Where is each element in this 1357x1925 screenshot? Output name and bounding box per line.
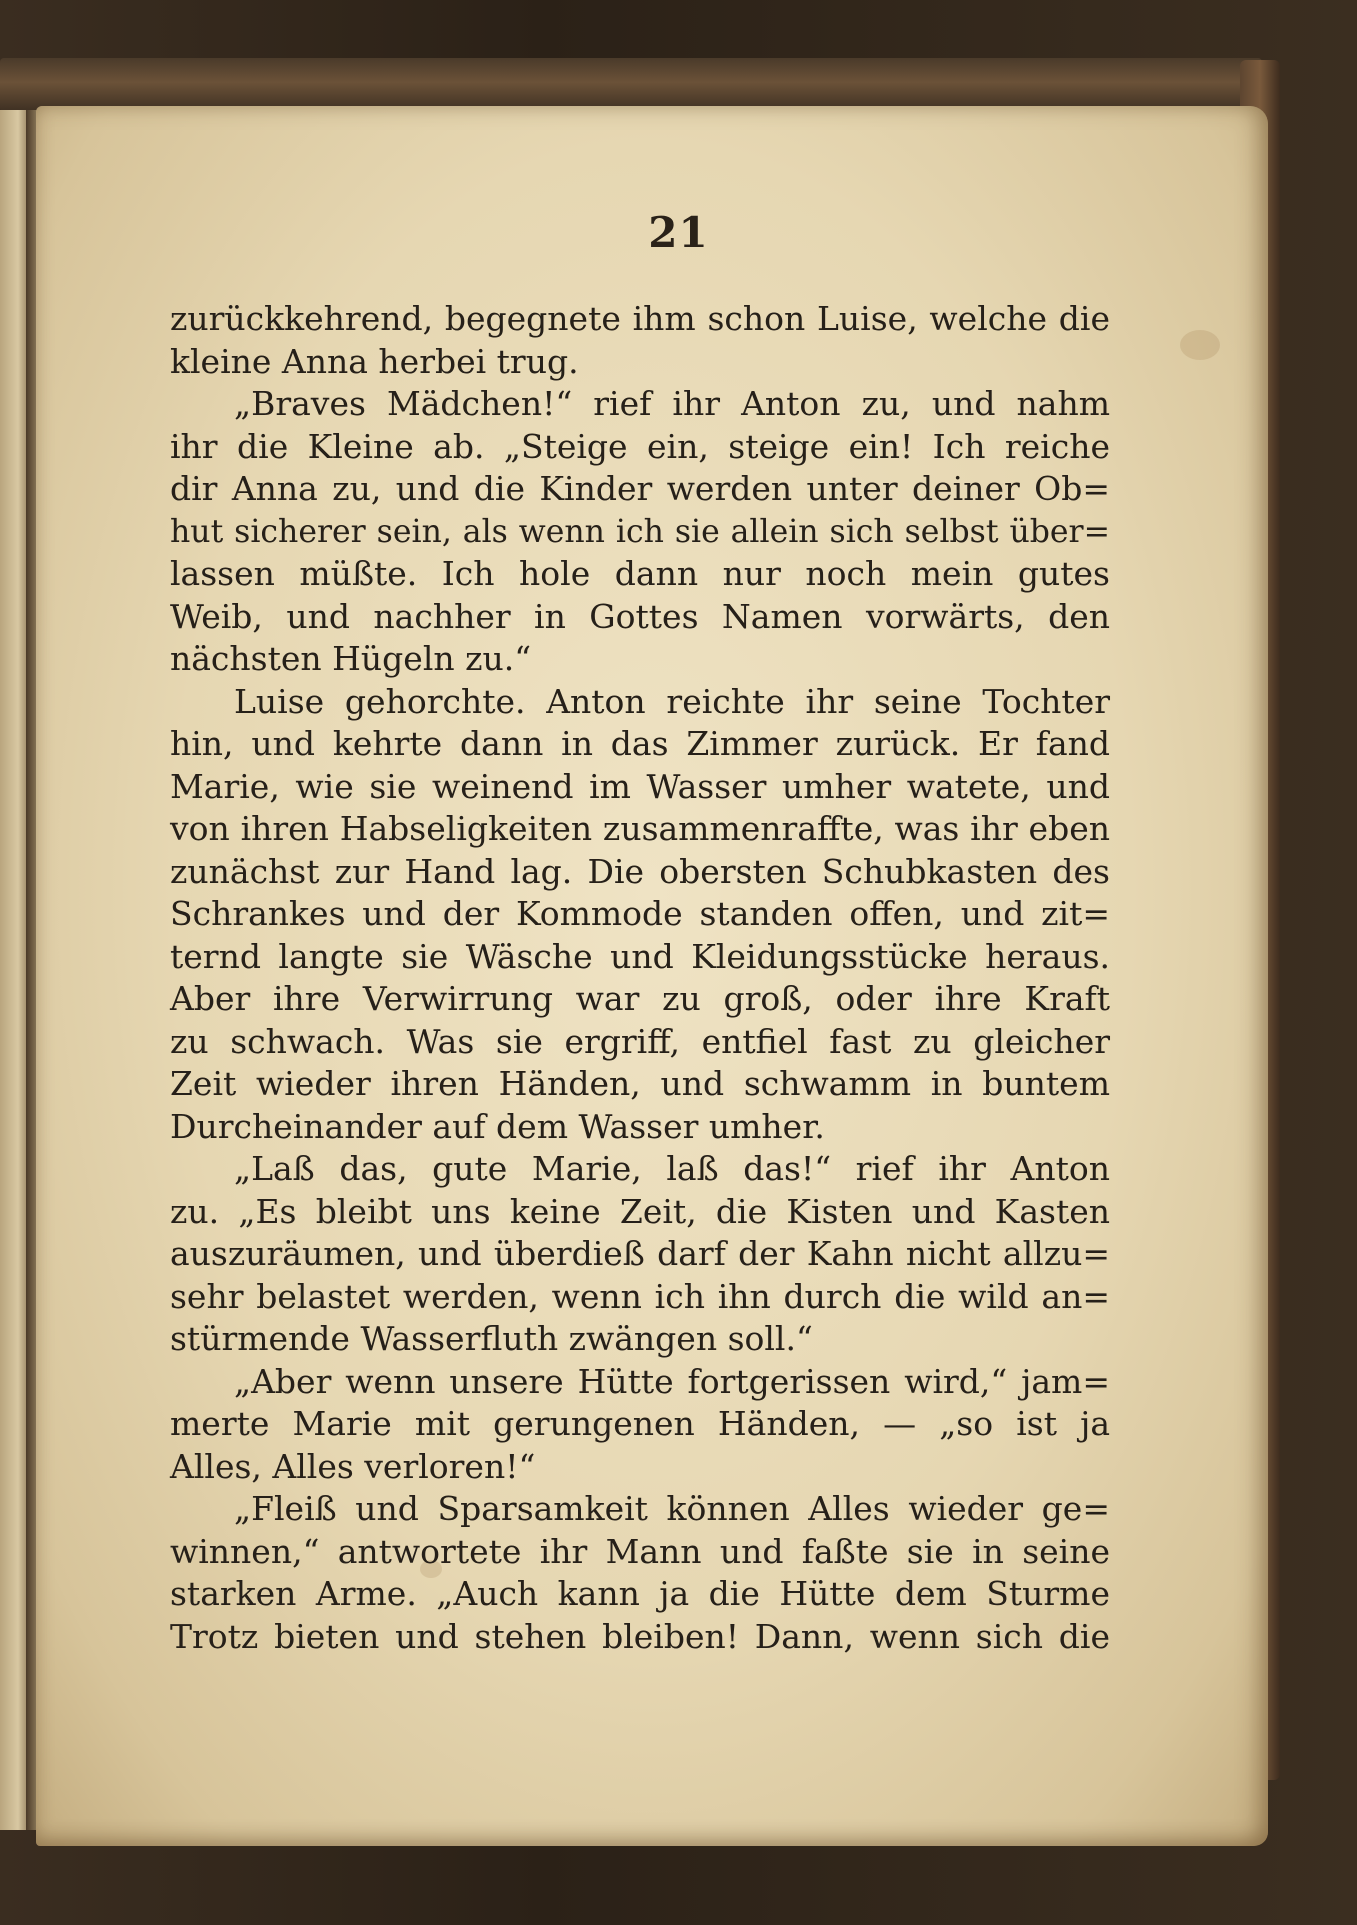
- paper-stain: [1180, 330, 1220, 360]
- page-text: [170, 298, 1110, 1658]
- text-line: zu schwach. Was sie ergriff, entfiel fast zu gleicher: [170, 1021, 1110, 1061]
- text-line: Aber ihre Verwirrung war zu groß, oder ihre Kraft: [170, 979, 1110, 1018]
- text-line: sehr belastet werden, wenn ich ihn durch die wild an=: [170, 1276, 1110, 1316]
- text-line: Zeit wieder ihren Händen, und schwamm in buntem: [170, 1064, 1110, 1103]
- text-line: auszuräumen, und überdieß darf der Kahn nicht allzu=: [170, 1234, 1110, 1273]
- text-line: Durcheinander auf dem Wasser umher.: [170, 1106, 825, 1146]
- text-line: hut sicherer sein, als wenn ich sie allein sich selbst über=: [170, 513, 1110, 550]
- text-line: Alles, Alles verloren!“: [170, 1446, 536, 1486]
- text-line: ternd langte sie Wäsche und Kleidungsstücke heraus.: [170, 936, 1110, 976]
- text-line: Schrankes und der Kommode standen offen, und zit=: [170, 894, 1110, 933]
- text-line: starken Arme. „Auch kann ja die Hütte dem Sturme: [170, 1574, 1110, 1613]
- text-line: lassen müßte. Ich hole dann nur noch mein gutes: [170, 554, 1110, 593]
- text-line: zurückkehrend, begegnete ihm schon Luise, welche die: [170, 299, 1110, 338]
- text-line: „Fleiß und Sparsamkeit können Alles wieder ge=: [234, 1489, 1110, 1528]
- text-line: zunächst zur Hand lag. Die obersten Schubkasten des: [170, 851, 1110, 891]
- text-line: Weib, und nachher in Gottes Namen vorwärts, den: [170, 596, 1110, 636]
- text-line: „Laß das, gute Marie, laß das!“ rief ihr Anton: [234, 1149, 1110, 1188]
- page-number: 21: [648, 208, 709, 257]
- text-line: nächsten Hügeln zu.“: [170, 639, 532, 678]
- text-line: winnen,“ antwortete ihr Mann und faßte sie in seine: [170, 1531, 1110, 1571]
- text-line: hin, und kehrte dann in das Zimmer zurück. Er fand: [170, 724, 1110, 763]
- text-line: ihr die Kleine ab. „Steige ein, steige ein! Ich reiche: [170, 426, 1110, 466]
- text-line: Luise gehorchte. Anton reichte ihr seine Tochter: [234, 681, 1110, 721]
- text-line: „Braves Mädchen!“ rief ihr Anton zu, und nahm: [234, 384, 1110, 423]
- text-line: zu. „Es bleibt uns keine Zeit, die Kisten und Kasten: [170, 1191, 1110, 1231]
- text-line: „Aber wenn unsere Hütte fortgerissen wird,“ jam=: [234, 1361, 1110, 1401]
- text-line: Marie, wie sie weinend im Wasser umher watete, und: [170, 766, 1110, 806]
- text-line: Trotz bieten und stehen bleiben! Dann, wenn sich die: [170, 1616, 1110, 1656]
- text-line: stürmende Wasserfluth zwängen soll.“: [170, 1319, 813, 1358]
- text-line: kleine Anna herbei trug.: [170, 341, 579, 381]
- text-line: dir Anna zu, und die Kinder werden unter deiner Ob=: [170, 469, 1110, 508]
- book-cover-top-edge: [0, 58, 1262, 112]
- text-line: merte Marie mit gerungenen Händen, — „so ist ja: [170, 1404, 1110, 1443]
- text-line: von ihren Habseligkeiten zusammenraffte, was ihr eben: [170, 809, 1110, 848]
